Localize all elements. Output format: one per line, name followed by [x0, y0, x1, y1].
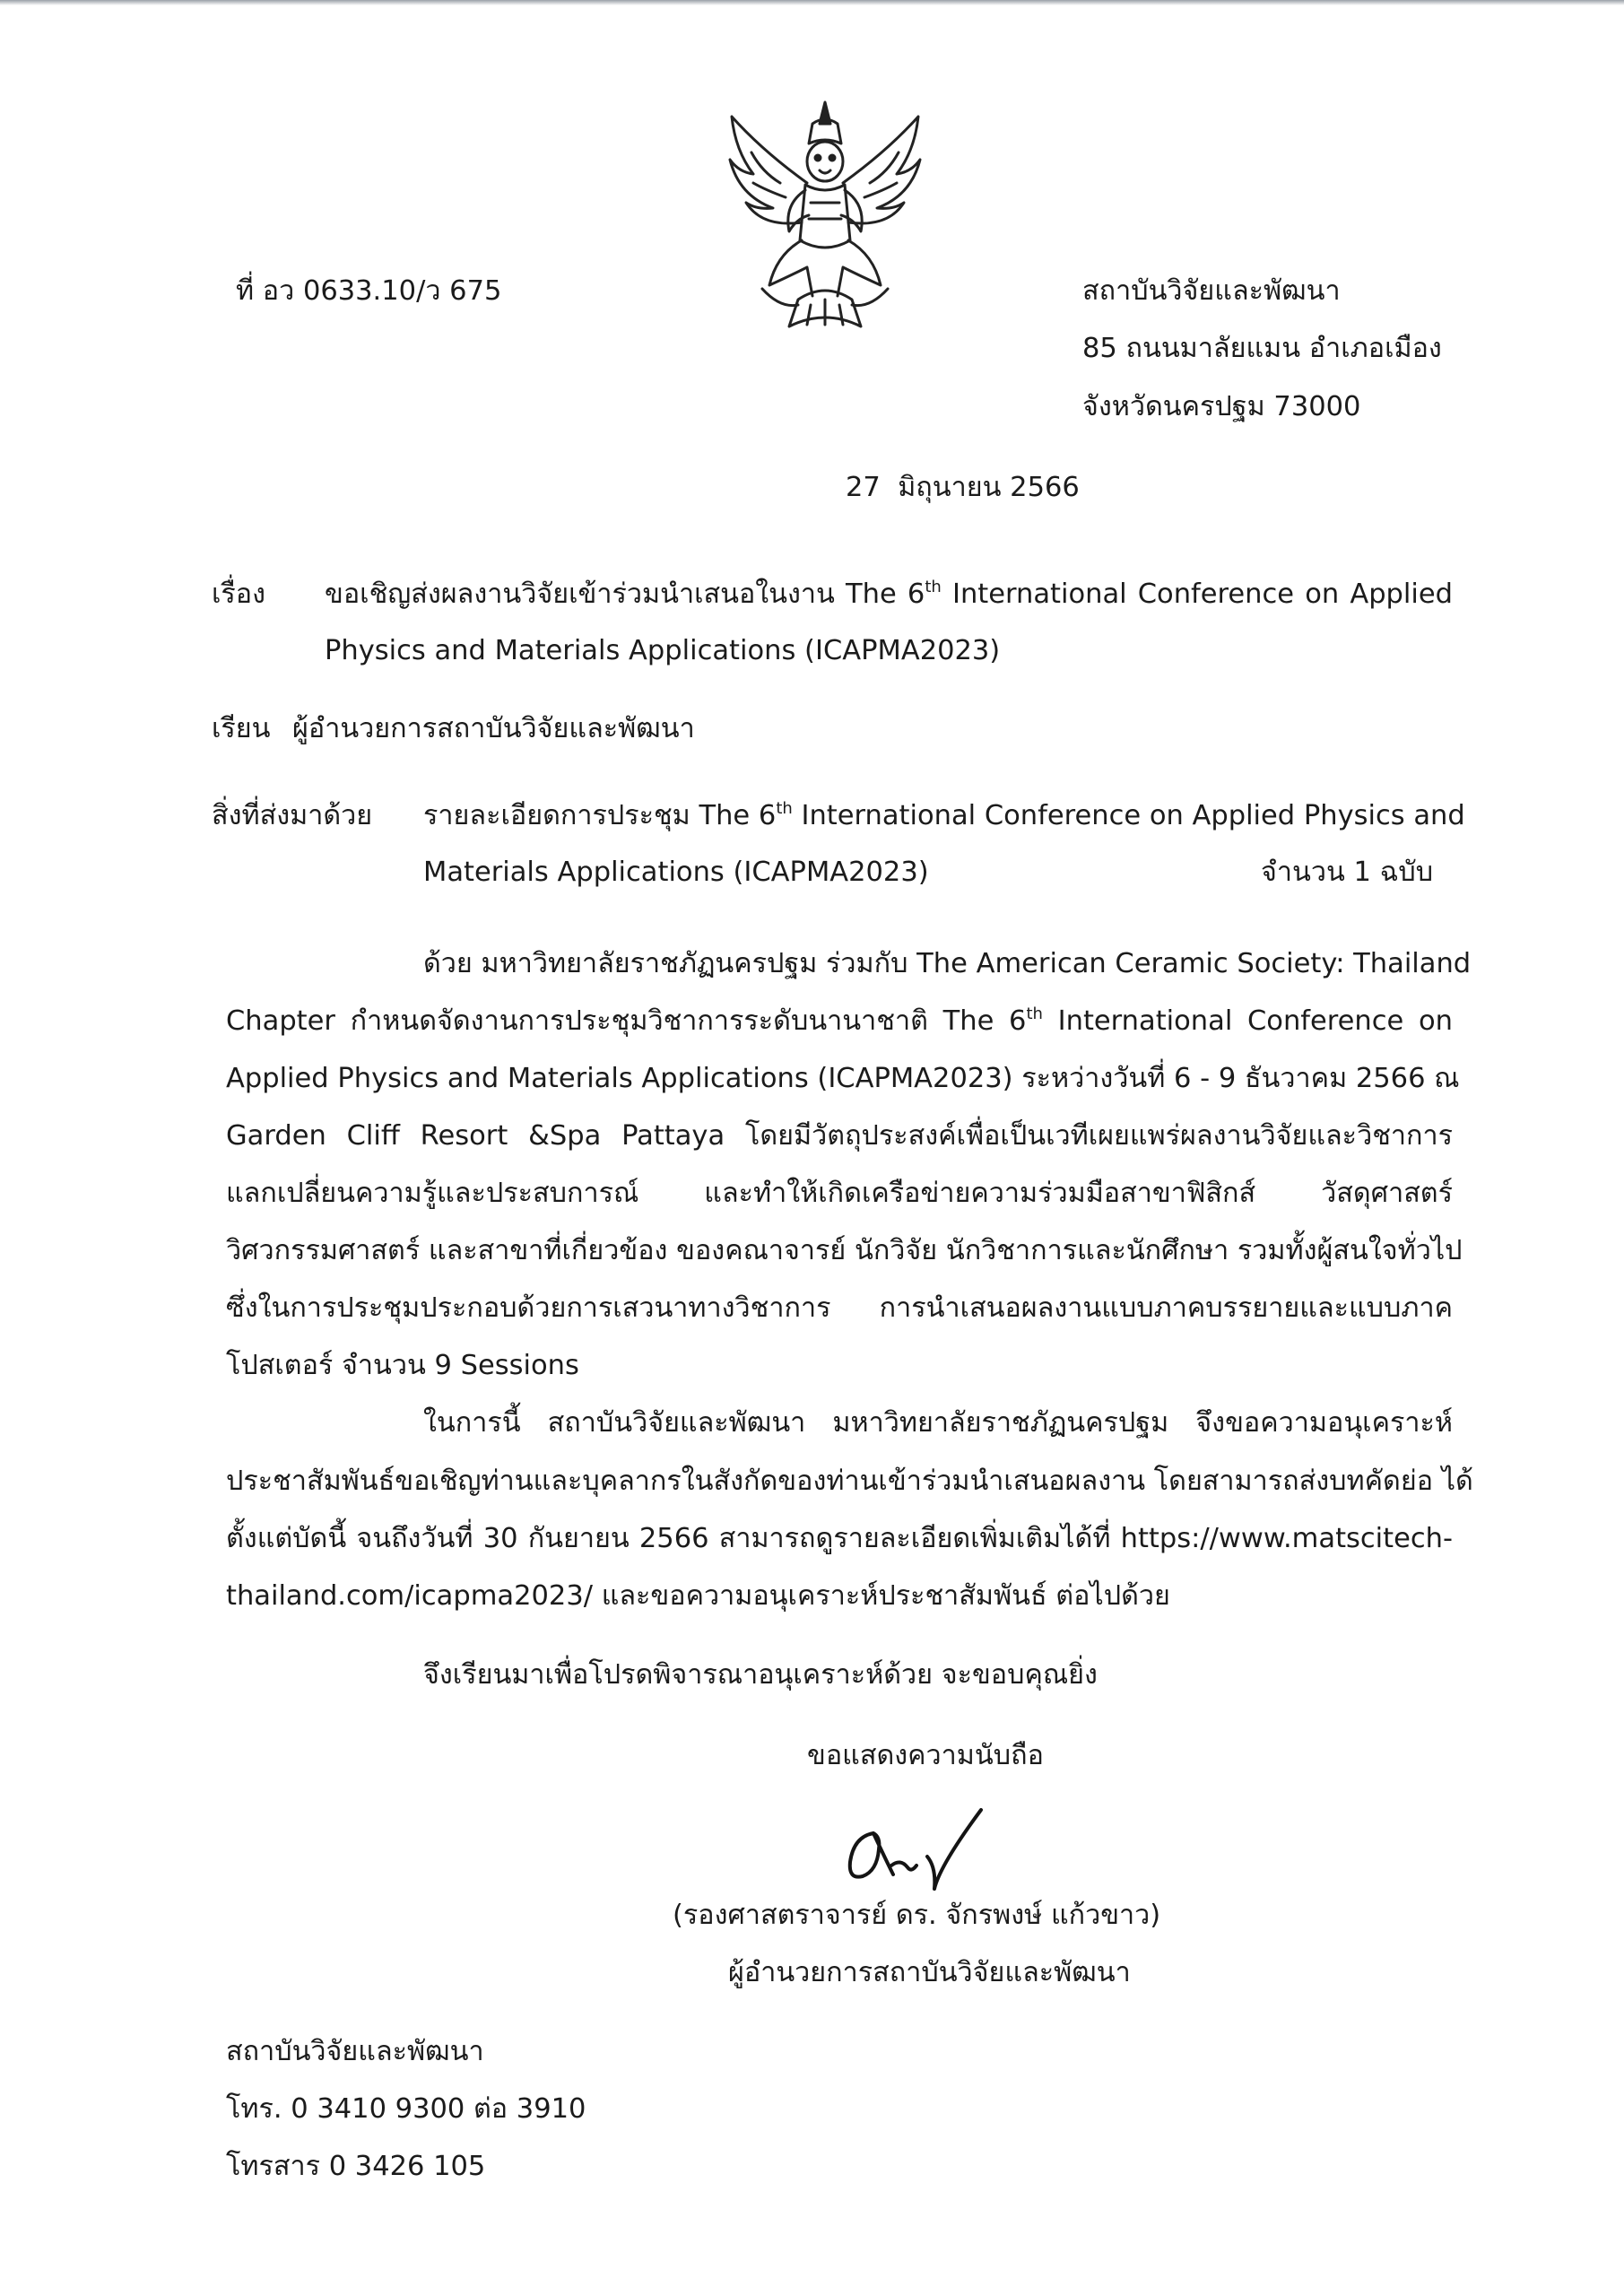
body-p1-line1: ด้วย มหาวิทยาลัยราชภัฏนครปฐม ร่วมกับ The American Ceramic Society: Thailand [423, 948, 1472, 979]
body-p1-line7: ซึ่งในการประชุมประกอบด้วยการเสวนาทางวิชาการ การนำเสนอผลงานแบบภาคบรรยายและแบบภาค [226, 1292, 1453, 1324]
letter-date [846, 470, 1080, 506]
sender-address-line2: จังหวัดนครปฐม 73000 [1082, 391, 1361, 422]
body-p2-line1: ในการนี้ สถาบันวิจัยและพัฒนา มหาวิทยาลัยราชภัฏนครปฐม จึงขอความอนุเคราะห์ [423, 1407, 1453, 1439]
body-p1-line8: โปสเตอร์ จำนวน 9 Sessions [226, 1350, 579, 1381]
to-label: เรียน [212, 713, 271, 744]
body-p2-line4: thailand.com/icapma2023/ และขอความอนุเคราะห์ประชาสัมพันธ์ ต่อไปด้วย [226, 1580, 1170, 1612]
body-p1-line5: แลกเปลี่ยนความรู้และประสบการณ์ และทำให้เกิดเครือข่ายความร่วมมือสาขาฟิสิกส์ วัสดุศาสตร์ [226, 1178, 1453, 1209]
subject-line2: Physics and Materials Applications (ICAPMA2023) [325, 635, 1001, 666]
closing-line: จึงเรียนมาเพื่อโปรดพิจารณาอนุเคราะห์ด้วย จะขอบคุณยิ่ง [423, 1659, 1098, 1691]
enclosure-label: สิ่งที่ส่งมาด้วย [212, 800, 373, 831]
signatory-position: ผู้อำนวยการสถาบันวิจัยและพัฒนา [728, 1957, 1131, 1988]
sender-address-line1: 85 ถนนมาลัยแมน อำเภอเมือง [1082, 333, 1442, 364]
to-value: ผู้อำนวยการสถาบันวิจัยและพัฒนา [292, 713, 695, 744]
enclosure-line2: Materials Applications (ICAPMA2023) [423, 857, 929, 888]
enclosure-count: จำนวน 1 ฉบับ [1261, 857, 1434, 888]
body-p1-line3: Applied Physics and Materials Applications (ICAPMA2023) ระหว่างวันที่ 6 - 9 ธันวาคม 2566 ณ [226, 1063, 1460, 1094]
body-p1-line4: Garden Cliff Resort &Spa Pattaya โดยมีวัตถุประสงค์เพื่อเป็นเวทีเผยแพร่ผลงานวิจัยและวิชาการ [226, 1120, 1453, 1152]
sender-org: สถาบันวิจัยและพัฒนา [1082, 275, 1341, 307]
body-p1-line2: Chapter กำหนดจัดงานการประชุมวิชาการระดับนานาชาติ The 6th International Conference on [226, 1004, 1453, 1037]
body-p2-line3: ตั้งแต่บัดนี้ จนถึงวันที่ 30 กันยายน 2566 สามารถดูรายละเอียดเพิ่มเติมได้ที่ https://www.matscitech- [226, 1523, 1453, 1554]
regards: ขอแสดงความนับถือ [807, 1740, 1044, 1771]
body-p1-line6: วิศวกรรมศาสตร์ และสาขาที่เกี่ยวข้อง ของคณาจารย์ นักวิจัย นักวิชาการและนักศึกษา รวมทั้งผู้สนใจทั่วไป [226, 1235, 1463, 1266]
date-day: 27 [846, 472, 881, 503]
footer-fax: โทรสาร 0 3426 105 [226, 2151, 486, 2182]
enclosure-line1: รายละเอียดการประชุม The 6th International Conference on Applied Physics and [423, 799, 1465, 831]
subject-label: เรื่อง [212, 578, 266, 610]
footer-org: สถาบันวิจัยและพัฒนา [226, 2036, 484, 2067]
subject-line1: ขอเชิญส่งผลงานวิจัยเข้าร่วมนำเสนอในงาน The 6th International Conference on Applied [325, 578, 1453, 610]
scan-top-edge [0, 0, 1624, 5]
signatory-name: (รองศาสตราจารย์ ดร. จักรพงษ์ แก้วขาว) [673, 1900, 1161, 1931]
garuda-emblem-icon [726, 97, 924, 330]
date-month-year: มิถุนายน 2566 [898, 472, 1080, 503]
reference-number: ที่ อว 0633.10/ว 675 [236, 275, 502, 307]
handwritten-signature [834, 1803, 986, 1892]
footer-tel: โทร. 0 3410 9300 ต่อ 3910 [226, 2093, 586, 2125]
body-p2-line2: ประชาสัมพันธ์ขอเชิญท่านและบุคลากรในสังกัดของท่านเข้าร่วมนำเสนอผลงาน โดยสามารถส่งบทคัดย่อ ได้ [226, 1465, 1473, 1497]
